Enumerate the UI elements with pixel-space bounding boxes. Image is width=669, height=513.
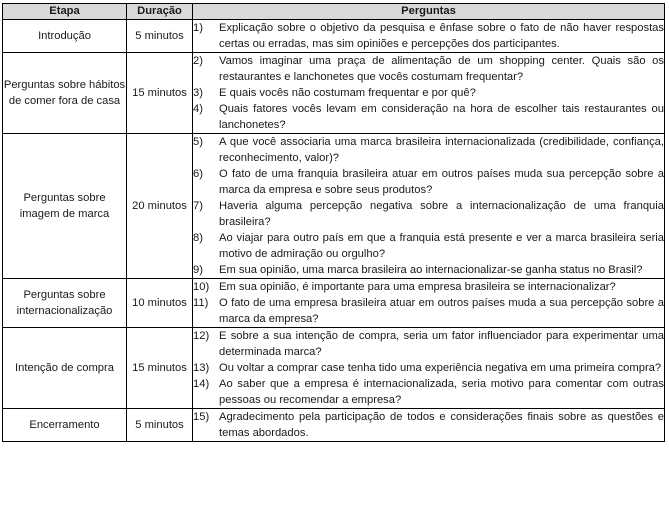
header-etapa: Etapa [3,4,127,20]
duracao-cell: 15 minutos [127,53,193,134]
etapa-cell: Perguntas sobre hábitos de comer fora de casa [3,53,127,134]
etapa-cell: Perguntas sobre internacionalização [3,279,127,328]
question-item [193,101,664,133]
perguntas-cell [193,20,665,53]
question-item [193,360,664,376]
question-number: 1) [193,22,203,34]
table-row [3,328,665,409]
question-item [193,53,664,85]
question-number: 6) [193,168,203,180]
question-number: 11) [193,297,209,309]
table-row [3,279,665,328]
question-item [193,230,664,262]
table-row [3,20,665,53]
question-number: 2) [193,55,203,67]
question-item [193,85,664,101]
question-item [193,279,664,295]
question-number: 3) [193,87,203,99]
question-item [193,262,664,278]
focus-group-guide-table [2,3,665,442]
question-number: 15) [193,411,210,423]
table-row [3,53,665,134]
question-text: A que você associaria uma marca brasileira internacionalizada (credibilidade, confiança, reconhecimento, valor)? [219,136,664,164]
question-number: 5) [193,136,203,148]
table-body [3,20,665,442]
perguntas-cell [193,53,665,134]
question-text: Em sua opinião, uma marca brasileira ao internacionalizar-se ganha status no Brasil? [219,264,643,276]
question-text: Quais fatores vocês levam em consideração na hora de escolher tais restaurantes ou lanchonetes? [219,103,664,131]
question-text: Agradecimento pela participação de todos e considerações finais sobre as questões e temas abordados. [219,411,664,439]
question-number: 9) [193,264,203,276]
etapa-cell: Encerramento [3,409,127,442]
duracao-cell: 10 minutos [127,279,193,328]
header-perguntas: Perguntas [193,4,665,20]
duracao-cell: 20 minutos [127,134,193,279]
question-number: 4) [193,103,203,115]
question-item [193,198,664,230]
question-item [193,376,664,408]
question-number: 13) [193,362,210,374]
question-number: 7) [193,200,203,212]
perguntas-cell [193,134,665,279]
question-text: E quais vocês não costumam frequentar e por quê? [219,87,476,99]
duracao-cell: 15 minutos [127,328,193,409]
question-number: 10) [193,281,210,293]
question-text: Haveria alguma percepção negativa sobre a internacionalização de uma franquia brasileira? [219,200,664,228]
question-item [193,20,664,52]
question-text: Ao viajar para outro país em que a franquia está presente e ver a marca brasileira seria motivo de admiração ou orgulho? [219,232,664,260]
question-number: 14) [193,378,210,390]
question-text: O fato de uma empresa brasileira atuar em outros países muda a sua percepção sobre a marca da empresa? [219,297,664,325]
question-text: Ou voltar a comprar case tenha tido uma experiência negativa em uma primeira compra? [219,362,662,374]
question-number: 8) [193,232,203,244]
table-row [3,134,665,279]
etapa-cell: Perguntas sobre imagem de marca [3,134,127,279]
question-text: Explicação sobre o objetivo da pesquisa e ênfase sobre o fato de não haver respostas certas ou erradas, mas sim opiniões e percepções dos participantes. [219,22,664,50]
question-text: Vamos imaginar uma praça de alimentação de um shopping center. Quais são os restaurantes e lanchonetes que vocês costumam frequentar? [219,55,664,83]
question-item [193,295,664,327]
etapa-cell: Intenção de compra [3,328,127,409]
question-text: Ao saber que a empresa é internacionalizada, seria motivo para comentar com outras pessoas ou recomendar a empresa? [219,378,664,406]
duracao-cell: 5 minutos [127,409,193,442]
question-item [193,409,664,441]
etapa-cell: Introdução [3,20,127,53]
question-text: Em sua opinião, é importante para uma empresa brasileira se internacionalizar? [219,281,616,293]
table-header-row [3,4,665,20]
question-text: E sobre a sua intenção de compra, seria um fator influenciador para experimentar uma determinada marca? [219,330,664,358]
header-duracao: Duração [127,4,193,20]
perguntas-cell [193,409,665,442]
perguntas-cell [193,328,665,409]
question-item [193,134,664,166]
perguntas-cell [193,279,665,328]
question-number: 12) [193,330,210,342]
question-item [193,328,664,360]
table-row [3,409,665,442]
question-item [193,166,664,198]
question-text: O fato de uma franquia brasileira atuar em outros países muda sua percepção sobre a marca da empresa e sobre seus produtos? [219,168,664,196]
duracao-cell: 5 minutos [127,20,193,53]
